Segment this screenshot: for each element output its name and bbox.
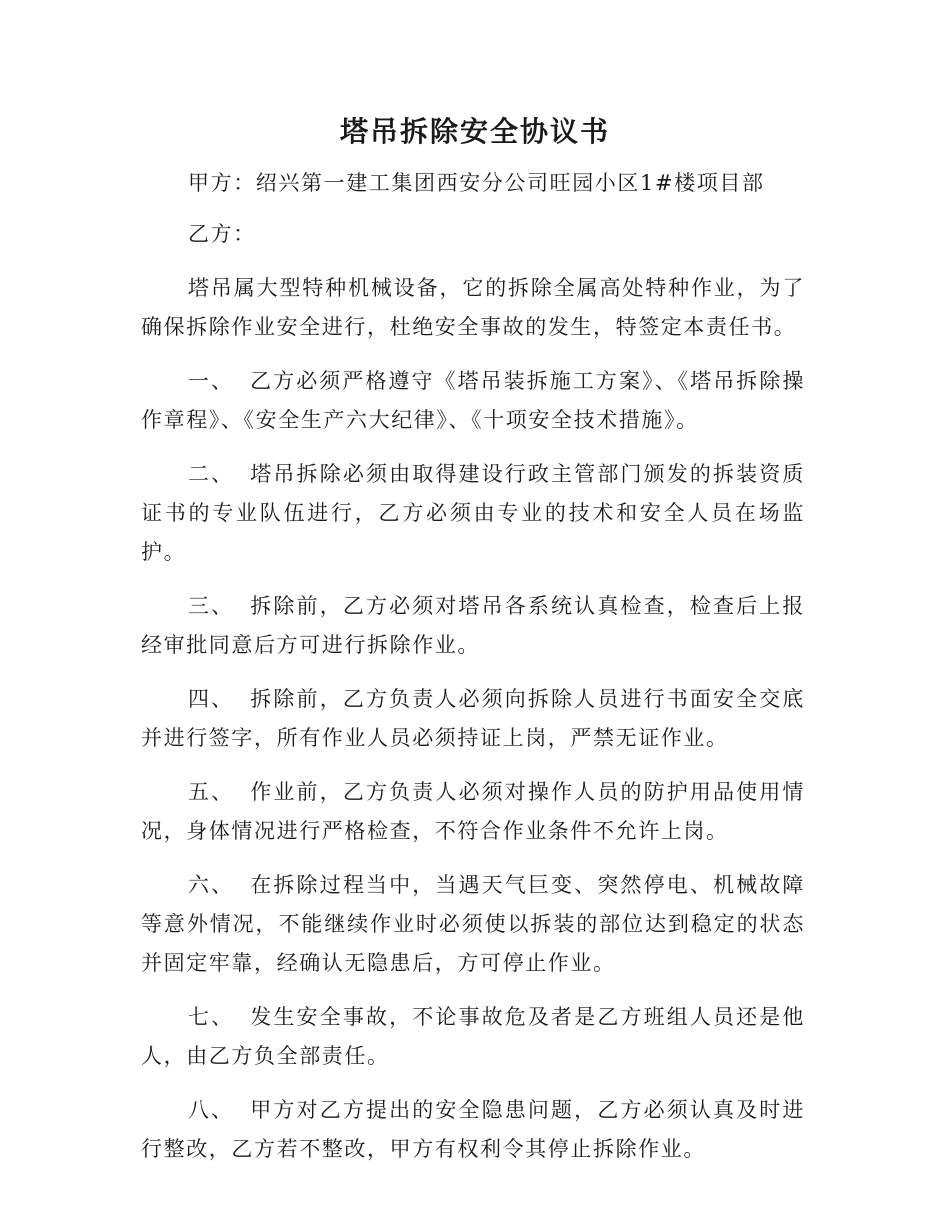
clause-number: 六、 [188, 873, 235, 897]
clause-text: 塔吊拆除必须由取得建设行政主管部门颁发的拆装资质证书的专业队伍进行，乙方必须由专业的技术和安全人员在场监护。 [141, 462, 805, 564]
party-b-line: 乙方： [188, 222, 256, 246]
clause-number: 一、 [188, 369, 235, 393]
clause-number: 七、 [188, 1005, 235, 1029]
clause-text: 乙方必须严格遵守《塔吊装拆施工方案》、《塔吊拆除操作章程》、《安全生产六大纪律》、《十项安全技术措施》。 [141, 369, 805, 432]
clause-number: 四、 [188, 687, 235, 711]
clause-4 [141, 680, 805, 758]
party-a-line: 甲方：绍兴第一建工集团西安分公司旺园小区1#楼项目部 [188, 171, 765, 195]
clause-5 [141, 773, 805, 851]
clause-number: 五、 [188, 780, 235, 804]
clause-8 [141, 1091, 805, 1169]
clause-2 [141, 455, 805, 572]
clause-number: 三、 [188, 594, 235, 618]
clause-7 [141, 998, 805, 1076]
clause-3 [141, 587, 805, 665]
clause-text: 拆除前，乙方负责人必须向拆除人员进行书面安全交底并进行签字，所有作业人员必须持证上岗，严禁无证作业。 [141, 687, 805, 750]
clause-text: 拆除前，乙方必须对塔吊各系统认真检查，检查后上报经审批同意后方可进行拆除作业。 [141, 594, 805, 657]
clause-text: 作业前，乙方负责人必须对操作人员的防护用品使用情况，身体情况进行严格检查，不符合作业条件不允许上岗。 [141, 780, 805, 843]
document-title: 塔吊拆除安全协议书 [339, 115, 610, 148]
clause-text: 甲方对乙方提出的安全隐患问题，乙方必须认真及时进行整改，乙方若不整改，甲方有权利令其停止拆除作业。 [141, 1098, 805, 1161]
clause-text: 发生安全事故，不论事故危及者是乙方班组人员还是他人，由乙方负全部责任。 [141, 1005, 805, 1068]
intro-paragraph: 塔吊属大型特种机械设备，它的拆除全属高处特种作业，为了确保拆除作业安全进行，杜绝安全事故的发生，特签定本责任书。 [141, 276, 805, 339]
clause-number: 二、 [188, 462, 235, 486]
document-body [141, 164, 805, 1169]
clause-1 [141, 362, 805, 440]
clause-6 [141, 866, 805, 983]
clause-text: 在拆除过程当中，当遇天气巨变、突然停电、机械故障等意外情况，不能继续作业时必须使以拆装的部位达到稳定的状态并固定牢靠，经确认无隐患后，方可停止作业。 [141, 873, 805, 975]
clause-number: 八、 [188, 1098, 235, 1122]
